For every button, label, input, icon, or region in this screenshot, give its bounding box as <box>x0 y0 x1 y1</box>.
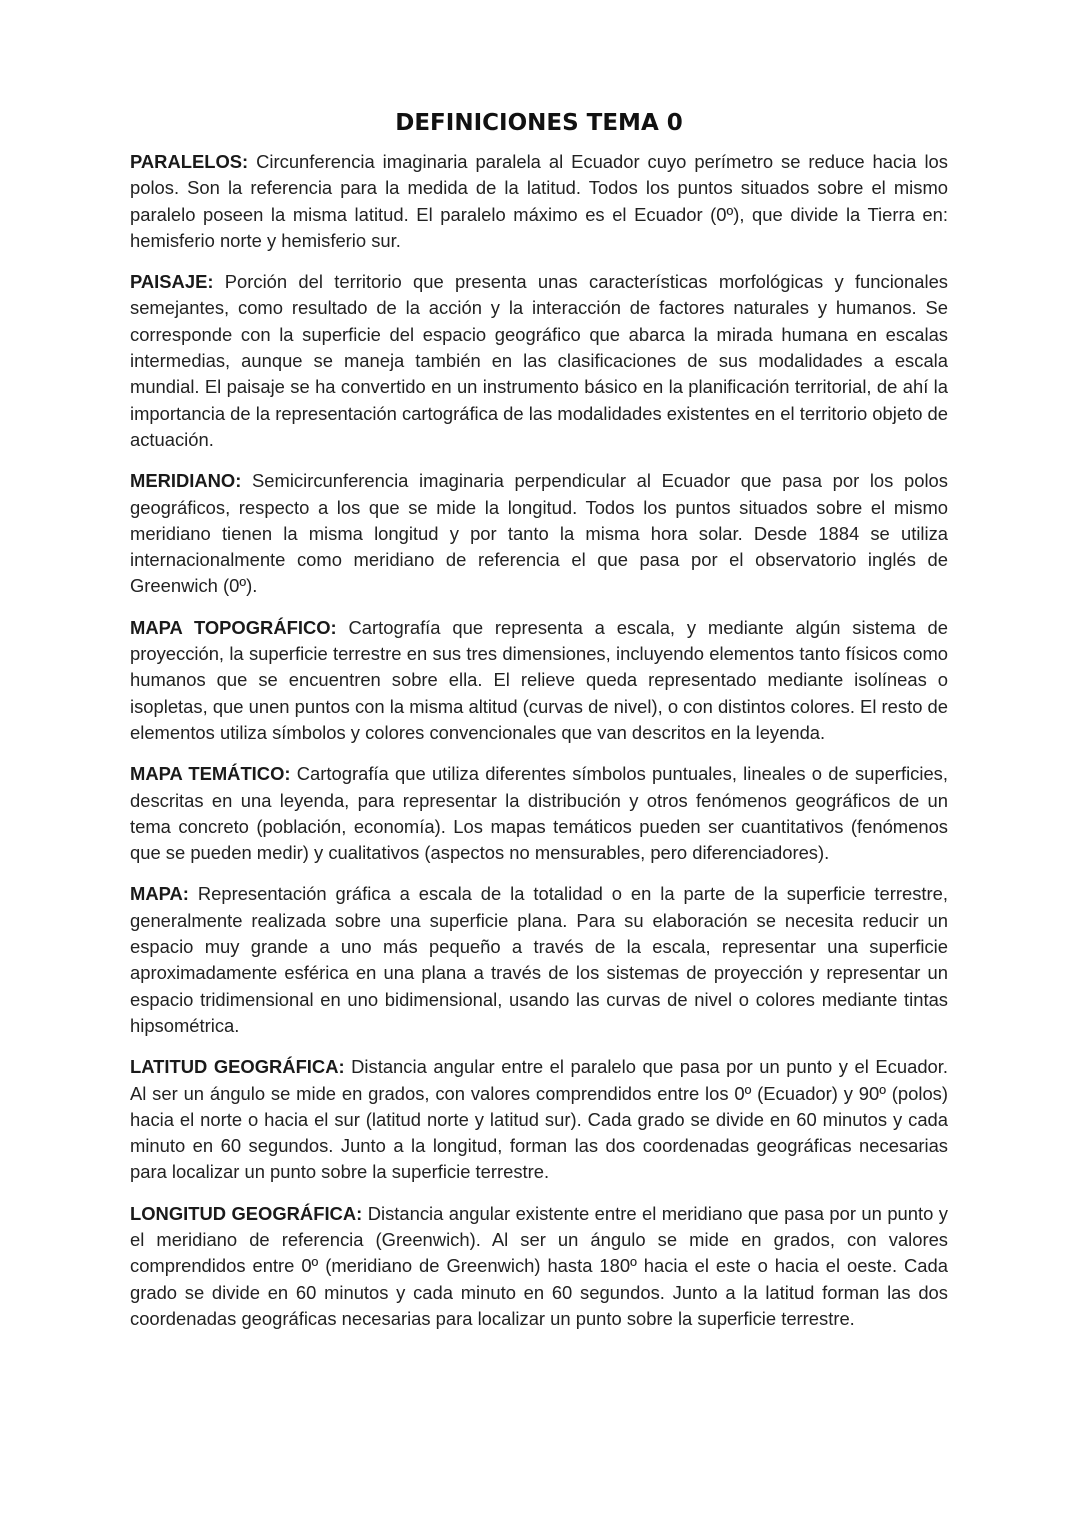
definition-text: Porción del territorio que presenta unas características morfológicas y funcionales semejantes, como resultado de la acción y la interacción de factores naturales y humanos. Se corresponde con la superficie del espacio geográfico que abarca la mirada humana en escalas intermedias, aunque se maneja también en las clasificaciones de sus modalidades a escala mundial. El paisaje se ha convertido en un instrumento básico en la planificación territorial, de ahí la importancia de la representación cartográfica de las modalidades existentes en el territorio objeto de actuación. <box>130 271 948 450</box>
definition-latitud-geografica <box>130 1054 948 1185</box>
definition-text: Distancia angular entre el paralelo que pasa por un punto y el Ecuador. Al ser un ángulo se mide en grados, con valores comprendidos entre los 0º (Ecuador) y 90º (polos) hacia el norte o hacia el sur (latitud norte y latitud sur). Cada grado se divide en 60 minutos y cada minuto en 60 segundos. Junto a la longitud, forman las dos coordenadas geográficas necesarias para localizar un punto sobre la superficie terrestre. <box>130 1056 948 1183</box>
definition-text: Circunferencia imaginaria paralela al Ecuador cuyo perímetro se reduce hacia los polos. Son la referencia para la medida de la latitud. Todos los puntos situados sobre el mismo paralelo poseen la misma latitud. El paralelo máximo es el Ecuador (0º), que divide la Tierra en: hemisferio norte y hemisferio sur. <box>130 151 948 251</box>
definition-text: Distancia angular existente entre el meridiano que pasa por un punto y el meridiano de referencia (Greenwich). Al ser un ángulo se mide en grados, con valores comprendidos entre 0º (meridiano de Greenwich) hasta 180º hacia el este o hacia el oeste. Cada grado se divide en 60 minutos y cada minuto en 60 segundos. Junto a la latitud forman las dos coordenadas geográficas necesarias para localizar un punto sobre la superficie terrestre. <box>130 1202 948 1329</box>
definition-paisaje <box>130 269 948 453</box>
definition-term: MERIDIANO: <box>130 470 242 492</box>
definition-text: Cartografía que utiliza diferentes símbolos puntuales, lineales o de superficies, descritas en una leyenda, para representar la distribución y otros fenómenos geográficos de un tema concreto (población, economía). Los mapas temáticos pueden ser cuantitativos (fenómenos que se pueden medir) y cualitativos (aspectos no mensurables, pero diferenciadores). <box>130 763 948 864</box>
definition-meridiano <box>130 468 948 599</box>
definition-mapa-tematico <box>130 761 948 866</box>
definition-text: Representación gráfica a escala de la totalidad o en la parte de la superficie terrestre, generalmente realizada sobre una superficie plana. Para su elaboración se necesita reducir un espacio muy grande a uno más pequeño a través de la escala, representar una superficie aproximadamente esférica en una plana a través de los sistemas de proyección y representar un espacio tridimensional en uno bidimensional, usando las curvas de nivel o colores mediante tintas hipsométrica. <box>130 883 948 1036</box>
definition-mapa <box>130 881 948 1039</box>
definition-term: MAPA: <box>130 883 189 905</box>
definition-mapa-topografico <box>130 615 948 746</box>
definition-text: Semicircunferencia imaginaria perpendicular al Ecuador que pasa por los polos geográficos, respecto a los que se mide la longitud. Todos los puntos situados sobre el mismo meridiano tienen la misma longitud y por tanto la misma hora solar. Desde 1884 se utiliza internacionalmente como meridiano de referencia el que pasa por el observatorio inglés de Greenwich (0º). <box>130 470 948 597</box>
document-title: DEFINICIONES TEMA 0 <box>395 110 683 136</box>
document-page <box>130 108 948 1347</box>
definition-term: LATITUD GEOGRÁFICA: <box>130 1056 345 1078</box>
definition-longitud-geografica <box>130 1201 948 1332</box>
definition-term: LONGITUD GEOGRÁFICA: <box>130 1202 363 1224</box>
definition-term: MAPA TEMÁTICO: <box>130 763 291 785</box>
definition-term: PARALELOS: <box>130 151 249 172</box>
definition-text: Cartografía que representa a escala, y mediante algún sistema de proyección, la superficie terrestre en sus tres dimensiones, incluyendo elementos tanto físicos como humanos que se encuentren sobre ella. El relieve queda representado mediante isolíneas o isopletas, que unen puntos con la misma altitud (curvas de nivel), o con distintos colores. El resto de elementos utiliza símbolos y colores convencionales que van descritos en la leyenda. <box>130 616 948 743</box>
definition-term: PAISAJE: <box>130 271 214 293</box>
definition-paralelos <box>130 149 948 254</box>
definition-term: MAPA TOPOGRÁFICO: <box>130 616 337 638</box>
